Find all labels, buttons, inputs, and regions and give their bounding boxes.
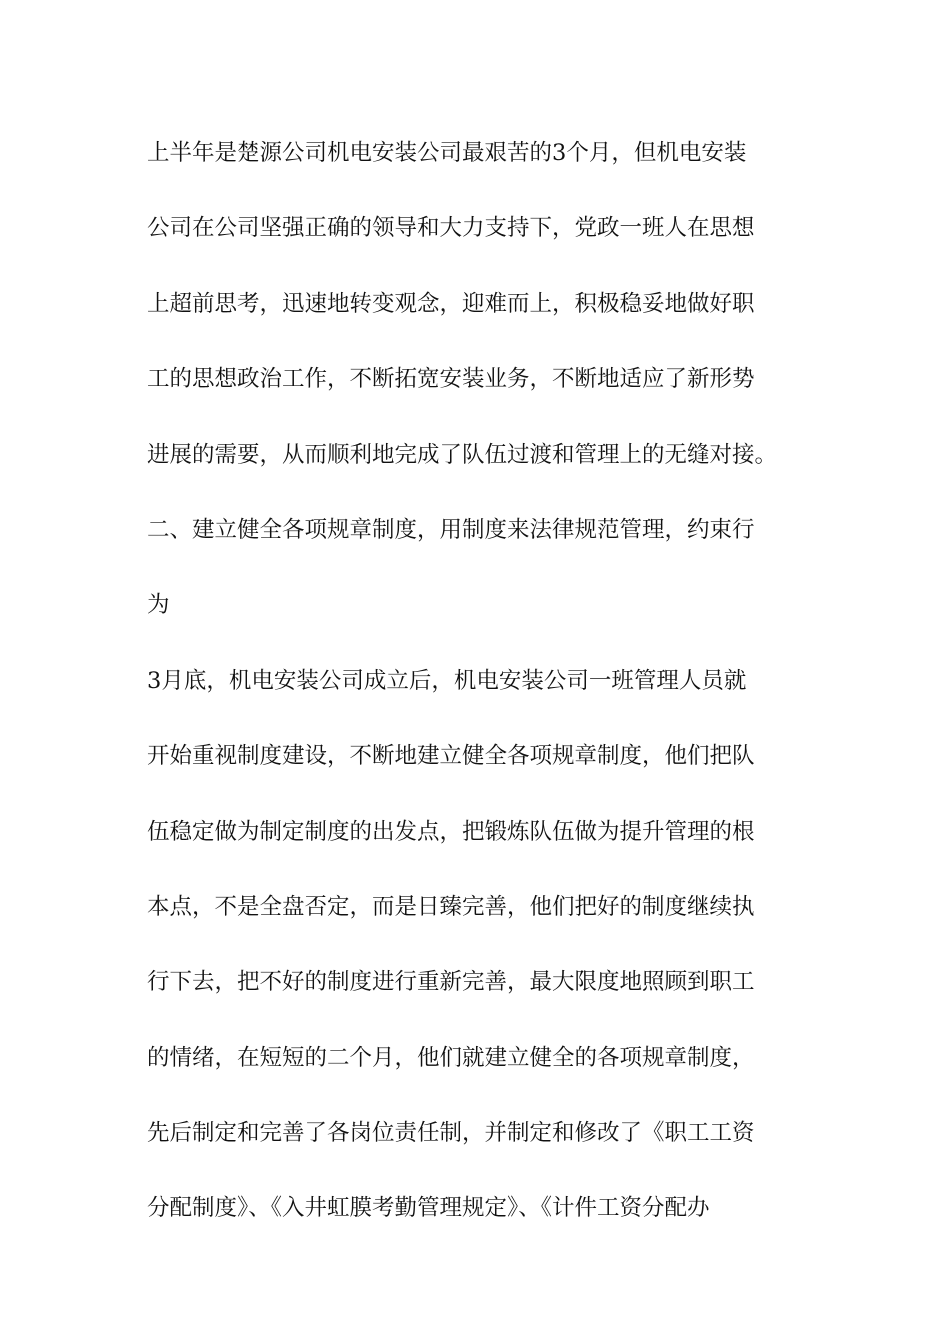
- section-heading-continued: 为: [147, 592, 170, 619]
- section-heading: 二、建立健全各项规章制度，用制度来法律规范管理，约束行: [147, 516, 755, 543]
- body-text: [147, 131, 812, 1262]
- text-line: 开始重视制度建设，不断地建立健全各项规章制度，他们把队: [147, 743, 755, 770]
- text-line: 分配制度》、《入井虹膜考勤管理规定》、《计件工资分配办: [147, 1195, 710, 1222]
- text-line: 3月底，机电安装公司成立后，机电安装公司一班管理人员就: [147, 667, 747, 694]
- text-line: 本点，不是全盘否定，而是日臻完善，他们把好的制度继续执: [147, 893, 755, 920]
- text-line: 公司在公司坚强正确的领导和大力支持下，党政一班人在思想: [147, 215, 755, 242]
- text-line: 进展的需要，从而顺利地完成了队伍过渡和管理上的无缝对接。: [147, 441, 778, 468]
- text-line: 行下去，把不好的制度进行重新完善，最大限度地照顾到职工: [147, 969, 755, 996]
- text-line: 先后制定和完善了各岗位责任制，并制定和修改了《职工工资: [147, 1120, 755, 1147]
- text-line: 伍稳定做为制定制度的出发点，把锻炼队伍做为提升管理的根: [147, 818, 755, 845]
- text-line: 工的思想政治工作，不断拓宽安装业务，不断地适应了新形势: [147, 366, 755, 393]
- text-line: 上超前思考，迅速地转变观念，迎难而上，积极稳妥地做好职: [147, 290, 755, 317]
- text-line: 的情绪，在短短的二个月，他们就建立健全的各项规章制度，: [147, 1044, 755, 1071]
- text-line: 上半年是楚源公司机电安装公司最艰苦的3个月，但机电安装: [147, 140, 747, 166]
